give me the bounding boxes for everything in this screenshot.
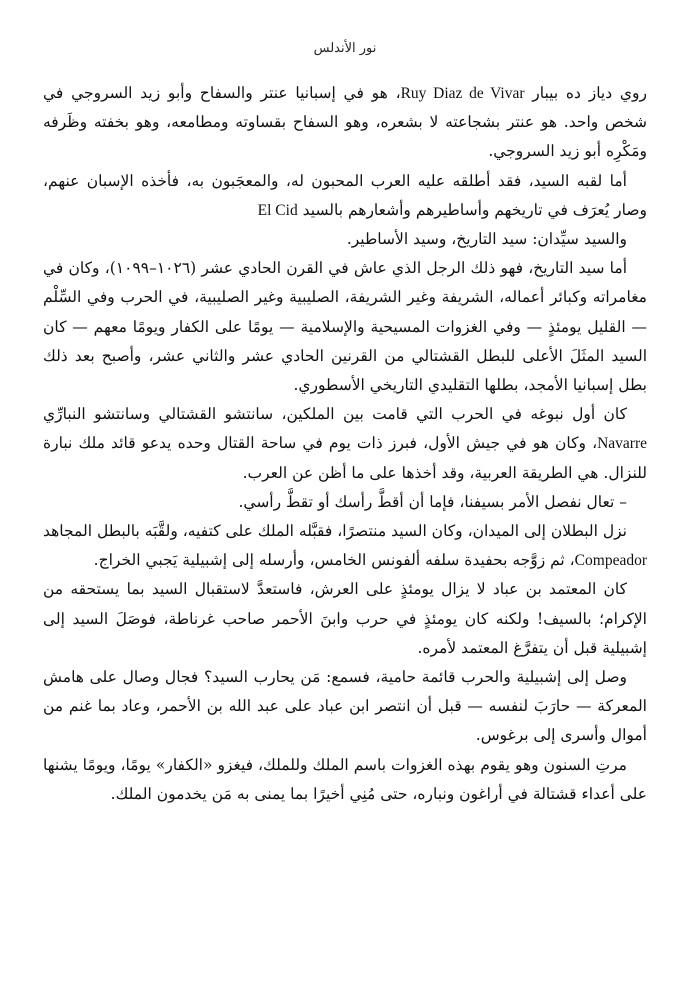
paragraph [43, 751, 647, 809]
paragraph [43, 488, 647, 517]
latin-term: Navarre [597, 435, 647, 453]
paragraph-text: روي دياز ده بيبار [524, 84, 647, 102]
paragraph [43, 167, 647, 225]
paragraph-text: كان المعتمد بن عباد لا يزال يومئذٍ على العرش، فاستعدَّ لاستقبال السيد بما يستحقه من الإكرام؛ بالسيف! ولكنه كان يومئذٍ في حرب وابنَ الأحمر صاحب غرناطة، فوصَلَ السيد إلى إشبيلية قبل أن يتفرَّغ المعتمد لأمره. [43, 580, 647, 657]
paragraph [43, 400, 647, 488]
paragraph [43, 575, 647, 663]
paragraph [43, 663, 647, 751]
paragraph-text: ، وكان هو في جيش الأول، فبرز ذات يوم في ساحة القتال وحده يدعو قائد ملك نبارة للنزال. هي الطريقة العربية، وقد أخذها على ما أظن عن العرب. [43, 434, 647, 482]
running-header: نور الأندلس [313, 41, 377, 56]
paragraph-text: – تعال نفصل الأمر بسيفنا، فإما أن أقطَّ رأسك أو تقطَّ رأسي. [238, 492, 627, 511]
paragraph-text: وصل إلى إشبيلية والحرب قائمة حامية، فسمع: مَن يحارب السيد؟ فجال وصال على هامش المعركة — حارَبَ لنفسه — قبل أن انتصر ابن عباد على عبد الله بن الأحمر، وعاد بما غنم من أموال وأسرى إلى برغوس. [43, 668, 647, 745]
paragraph-text: أما سيد التاريخ، فهو ذلك الرجل الذي عاش في القرن الحادي عشر (١٠٢٦–١٠٩٩)، وكان في مغامراته وكبائر أعماله، الشريفة وغير الشريفة، الصليبية وغير الصليبية، في الحرب وفي السِّلْم — القليل يومئذٍ — وفي الغزوات المسيحية والإسلامية — يومًا على الكفار ويومًا معهم — كان السيد المثَلَ الأعلى للبطل القشتالي من القرنين الحادي عشر والثاني عشر، وأصبح بعد ذلك بطل إسبانيا الأمجد، بطلها التقليدي التاريخي الأسطوري. [43, 259, 647, 395]
paragraph-text: نزل البطلان إلى الميدان، وكان السيد منتصرًا، فقبَّله الملك على كتفيه، ولقَّبَه بالبطل المجاهد [43, 522, 627, 541]
paragraph [43, 254, 647, 400]
latin-term: Compeador [574, 552, 647, 570]
latin-term: Ruy Diaz de Vivar [400, 85, 525, 102]
paragraph-text: ، هو في إسبانيا عنتر والسفاح وأبو زيد السروجي في شخص واحد. هو عنتر بشجاعته لا بشعره، وهو السفاح بقساوته ومطامعه، وهو بخفته وظَرفه ومَكْرِه أبو زيد السروجي. [43, 84, 647, 161]
page-body [43, 79, 647, 809]
paragraph [43, 517, 647, 575]
paragraph-text: أما لقبه السيد، فقد أطلقه عليه العرب المحبون له، والمعجَبون به، فأخذه الإسبان عنهم، وصار يُعرَف في تاريخهم وأساطيرهم وأشعارهم بالسيد [43, 171, 647, 219]
paragraph-text: ، ثم زوَّجه بحفيدة سلفه ألفونس الخامس، وأرسله إلى إشبيلية يَجبي الخراج. [93, 551, 575, 570]
paragraph [43, 225, 647, 254]
latin-term: El Cid [257, 201, 298, 219]
paragraph-text: والسيد سيِّدان: سيد التاريخ، وسيد الأساطير. [346, 230, 627, 249]
paragraph [43, 79, 647, 167]
paragraph-text: مرتِ السنون وهو يقوم بهذه الغزوات باسم الملك وللملك، فيغزو «الكفار» يومًا، ويومًا يشنها على أعداء قشتالة في أراغون ونباره، حتى مُنِي أخيرًا بما يمنى به مَن يخدمون الملك. [43, 755, 647, 803]
paragraph-text: كان أول نبوغه في الحرب التي قامت بين الملكين، سانتشو القشتالي وسانتشو النبارِّي [43, 405, 627, 424]
